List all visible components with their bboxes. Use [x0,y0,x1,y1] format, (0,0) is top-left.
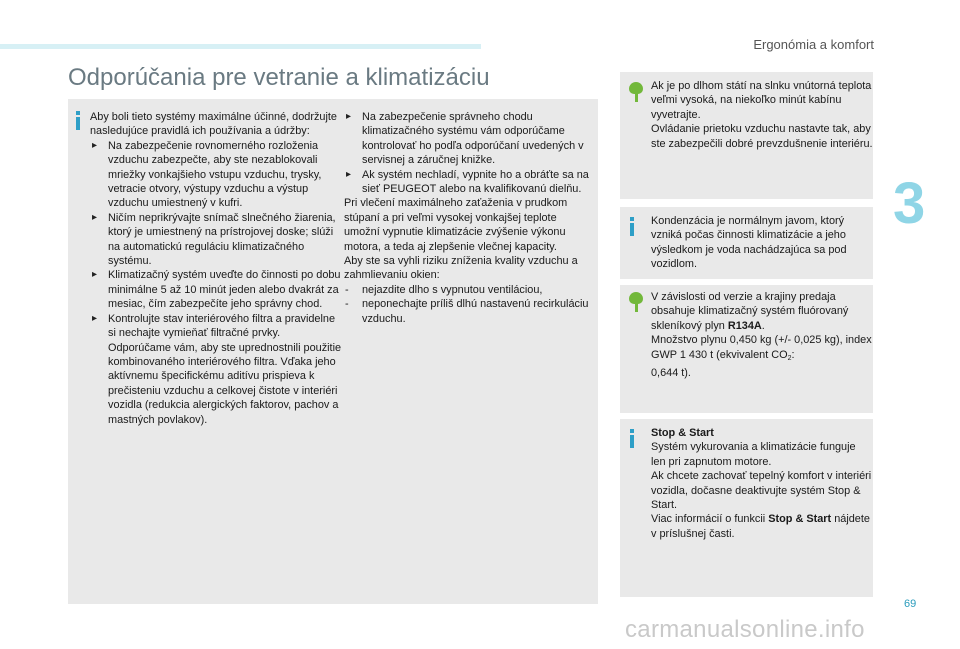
intro-paragraph: Aby boli tieto systémy maximálne účinné, dodržujte nasledujúce pravidlá ich používania a údržby: [90,111,337,138]
list-item: ▸ Klimatizačný systém uveďte do činnosti po dobu minimálne 5 až 10 minút jeden alebo dvakrát za mesiac, čím zabezpečíte jeho správny chod. [90,268,344,311]
watermark: carmanualsonline.info [625,616,865,643]
tree-icon [629,292,643,312]
avoid-intro: Aby ste sa vyhli riziku zníženia kvality vzduchu a zahmlievaniu okien: [344,255,578,282]
tree-icon [629,82,643,102]
list-item: ▸ Ak systém nechladí, vypnite ho a obráťte sa na sieť PEUGEOT alebo na kvalifikovanú dielňu. [344,168,594,197]
list-item: ▸ Na zabezpečenie rovnomerného rozloženia vzduchu zabezpečte, aby ste nezablokovali mriežky vonkajšieho vstupu vzduchu, trysky, vetracie otvory, výstupy vzduchu a výstup vzduchu umiestnený v kufri. [90,139,344,211]
gas-type: R134A [727,319,762,332]
info-icon [630,429,634,448]
towing-paragraph: Pri vlečení maximálneho zaťaženia v prudkom stúpaní a pri veľmi vysokej vonkajšej teplote umožní vypnutie klimatizácie zvýšenie výkonu motora, a teda aj zlepšenie vlečnej kapacity. [344,197,568,253]
stop-start-title: Stop & Start [651,427,714,439]
header-accent-bar [0,44,481,49]
chapter-number: 3 [893,171,926,236]
sun-tip-text: Ak je po dlhom státí na slnku vnútorná teplota veľmi vysoká, na niekoľko minút kabínu vyvetrajte. Ovládanie prietoku vzduchu nastavte tak, aby ste zabezpečili dobré prevzdušnenie interiéru. [651,80,873,150]
page-title: Odporúčania pre vetranie a klimatizáciu [68,64,490,91]
list-item: ▸ Na zabezpečenie správneho chodu klimatizačného systému vám odporúčame kontrolovať ho podľa odporúčaní uvedených v servisnej a záručnej knižke. [344,110,594,168]
recommendations-column-left [90,110,344,427]
info-icon [630,217,634,236]
recommendations-column-right [344,110,594,326]
list-item: - nejazdite dlho s vypnutou ventiláciou, [344,283,594,297]
stop-start-text: Stop & Start Systém vykurovania a klimatizácie funguje len pri zapnutom motore. Ak chcete zachovať tepelný komfort v interiéri vozidla, dočasne deaktivujte systém Stop & Start. Viac informácií o funkcii Stop & Start nájdete v príslušnej časti. [651,427,872,540]
section-title: Ergonómia a komfort [753,37,874,52]
list-item: ▸ Kontrolujte stav interiérového filtra a pravidelne si nechajte vymieňať filtračné prvky. Odporúčame vám, aby ste uprednostnili použitie kombinovaného interiérového filtra. Vďaka jeho aktívnemu špecifickému aditívu prispieva k prečisteniu vzduchu a celkovej čistote v interiéri vozidla (redukcia alergických faktorov, pachov a mastných povlakov). [90,312,344,427]
info-icon [76,111,80,130]
condensation-text: Kondenzácia je normálnym javom, ktorý vzniká počas činnosti klimatizácie a jeho výsledkom je voda nachádzajúca sa pod vozidlom. [651,215,847,271]
refrigerant-text: V závislosti od verzie a krajiny predaja obsahuje klimatizačný systém fluórovaný skleníkový plyn R134A. Množstvo plynu 0,450 kg (+/- 0,025 kg), index GWP 1 430 t (ekvivalent $CO_2$: 0,644 t). [651,291,872,380]
list-item: - neponechajte príliš dlhú nastavenú recirkuláciu vzduchu. [344,297,594,326]
list-item: ▸ Ničím neprikrývajte snímač slnečného žiarenia, ktorý je umiestnený na prístrojovej doske; slúži na automatickú reguláciu klimatizačného systému. [90,211,344,269]
page-number: 69 [904,598,917,610]
